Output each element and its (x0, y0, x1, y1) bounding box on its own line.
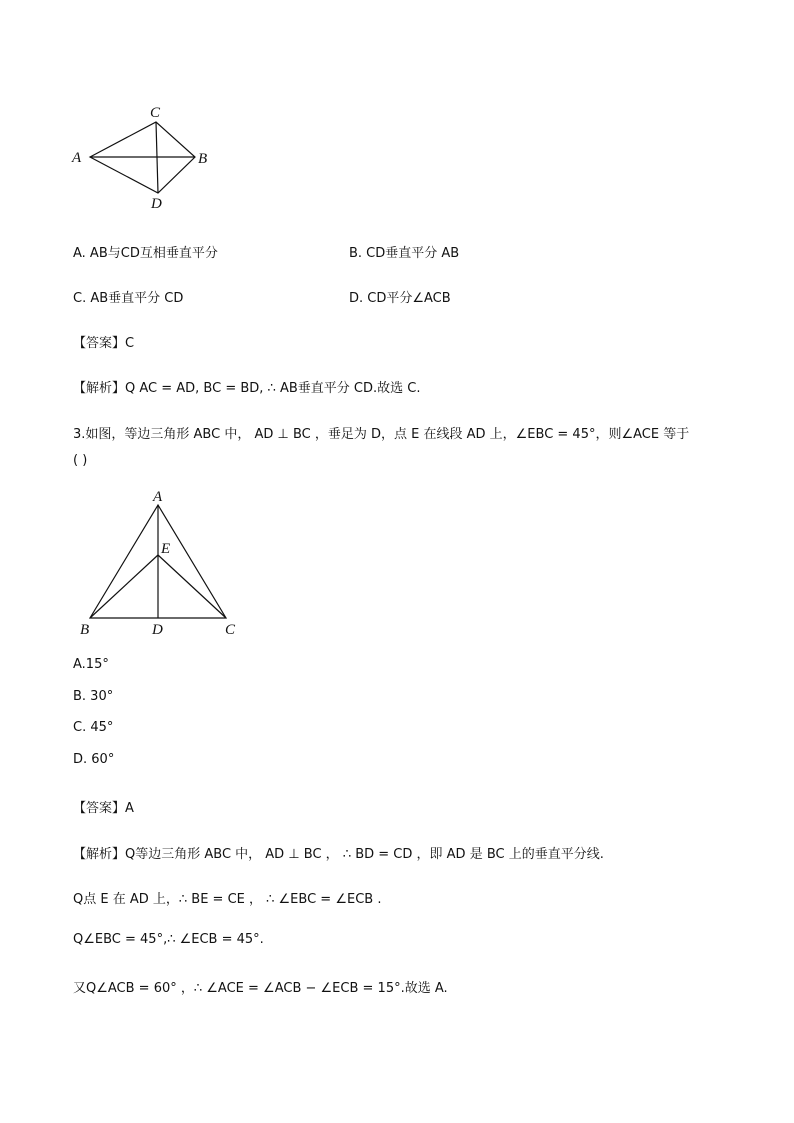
q3-option-b: B. 30° (73, 689, 114, 704)
label-e: E (161, 541, 171, 557)
label-d: D (152, 622, 163, 638)
label-b: B (80, 622, 90, 638)
q3-analysis-line-4: 又Q∠ACB = 60° ，∴ ∠ACE = ∠ACB − ∠ECB = 15°.故选 A. (73, 981, 448, 996)
label-a: A (72, 150, 82, 166)
q3-option-c: C. 45° (73, 720, 114, 735)
label-c: C (150, 105, 161, 121)
q3-analysis-line-1: 【解析】Q等边三角形 ABC 中， AD ⊥ BC ， ∴ BD = CD ，即 AD 是 BC 上的垂直平分线. (73, 847, 604, 862)
q2-option-a: A. AB与CD互相垂直平分 (73, 246, 218, 261)
label-a: A (153, 489, 163, 505)
q3-answer: 【答案】A (73, 801, 134, 816)
figure-quadrilateral (60, 100, 230, 215)
q3-option-a: A.15° (73, 657, 109, 672)
label-b: B (198, 151, 208, 167)
q3-option-d: D. 60° (73, 752, 115, 767)
label-d: D (151, 196, 162, 212)
q2-analysis: 【解析】Q AC = AD, BC = BD, ∴ AB垂直平分 CD.故选 C. (73, 381, 421, 396)
figure-triangle (70, 485, 250, 645)
q3-analysis-line-2: Q点 E 在 AD 上，∴ BE = CE ， ∴ ∠EBC = ∠ECB . (73, 892, 382, 907)
q3-analysis-line-3: Q∠EBC = 45°,∴ ∠ECB = 45°. (73, 932, 264, 947)
label-c: C (225, 622, 236, 638)
q3-stem-parens: ( ) (73, 453, 88, 468)
segment-ce (158, 555, 226, 618)
q3-stem: 3.如图，等边三角形 ABC 中， AD ⊥ BC ，垂足为 D，点 E 在线段 AD 上，∠EBC = 45°，则∠ACE 等于 (73, 427, 690, 442)
q2-option-d: D. CD平分∠ACB (349, 291, 451, 306)
q2-answer: 【答案】C (73, 336, 135, 351)
segment-be (90, 555, 158, 618)
q2-option-b: B. CD垂直平分 AB (349, 246, 460, 261)
q2-option-c: C. AB垂直平分 CD (73, 291, 184, 306)
